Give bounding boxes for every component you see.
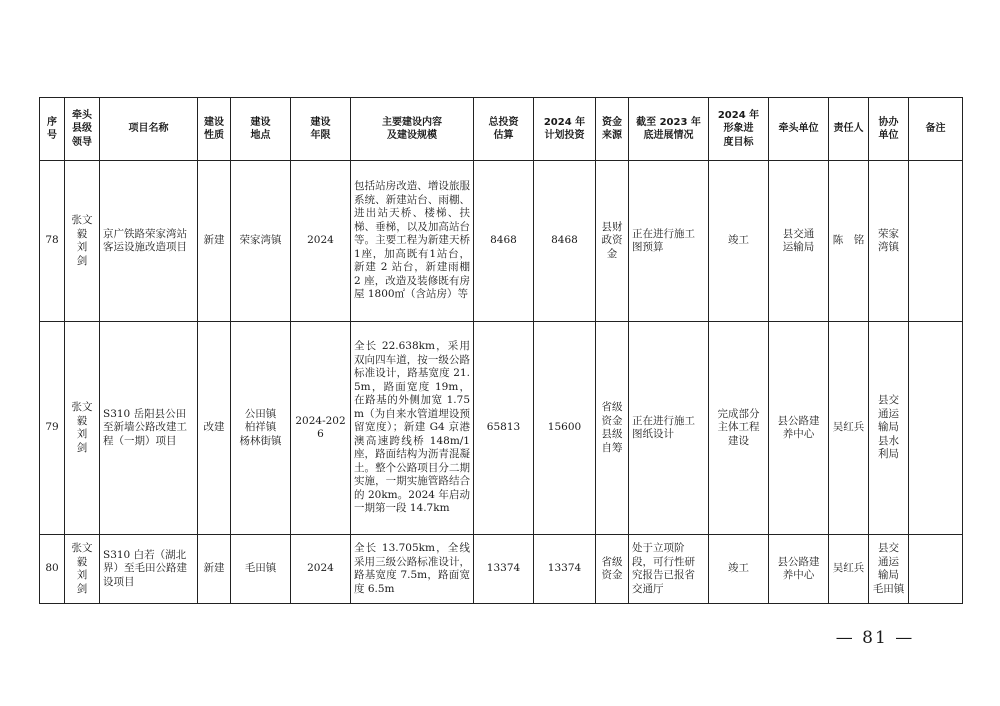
table-row [40,535,963,604]
header-remark: 备注 [909,98,963,161]
cell-person: 陈 铭 [829,161,869,322]
cell-plan-2024: 8468 [534,161,596,322]
cell-lead-unit: 县公路建 养中心 [769,322,829,535]
page-number: — 81 — [835,628,915,648]
header-progress-2023: 截至 2023 年 底进展情况 [629,98,709,161]
cell-target: 完成部分 主体工程 建设 [709,322,769,535]
header-plan-2024: 2024 年 计划投资 [534,98,596,161]
header-lead-unit: 牵头单位 [769,98,829,161]
header-content: 主要建设内容 及建设规模 [351,98,474,161]
cell-project-name: S310 白若（湖北界）至毛田公路建设项目 [100,535,198,604]
header-no: 序 号 [40,98,65,161]
cell-nature: 新建 [198,535,231,604]
cell-nature: 新建 [198,161,231,322]
cell-co-unit: 县交 通运 输局 毛田镇 [869,535,909,604]
cell-location: 毛田镇 [231,535,291,604]
cell-location: 荣家湾镇 [231,161,291,322]
cell-no: 80 [40,535,65,604]
cell-target: 竣工 [709,161,769,322]
header-total-investment: 总投资 估算 [474,98,534,161]
cell-years: 2024 [291,161,351,322]
cell-remark [909,535,963,604]
cell-leader: 张文毅 刘 剑 [65,322,100,535]
cell-lead-unit: 县公路建 养中心 [769,535,829,604]
header-person: 责任人 [829,98,869,161]
cell-fund: 省级 资金 县级 自筹 [596,322,629,535]
cell-no: 79 [40,322,65,535]
cell-years: 2024-2026 [291,322,351,535]
header-leader: 牵头 县级 领导 [65,98,100,161]
header-fund-source: 资金 来源 [596,98,629,161]
cell-remark [909,161,963,322]
cell-person: 吴红兵 [829,535,869,604]
cell-total: 13374 [474,535,534,604]
header-years: 建设 年限 [291,98,351,161]
cell-content: 全长 13.705km，全线采用三级公路标准设计，路基宽度 7.5m，路面宽度 6.5m [351,535,474,604]
cell-leader: 张文毅 刘 剑 [65,161,100,322]
cell-progress: 正在进行施工图纸设计 [629,322,709,535]
header-location: 建设 地点 [231,98,291,161]
cell-content: 全长 22.638km，采用双向四车道，按一级公路标准设计，路基宽度 21.5m，路面宽度 19m，在路基的外侧加宽 1.75m（为自来水管道埋设预留宽度）；新建 G4 京港澳高速跨线桥 148m/1 座，路面结构为沥青混凝土。整个公路项目分二期实施，一期实施管路结合的 20km。2024 年启动一期第一段 14.7km [351,322,474,535]
header-target-2024: 2024 年 形象进 度目标 [709,98,769,161]
cell-content: 包括站房改造、增设旅服系统、新建站台、雨棚、进出站天桥、楼梯、扶梯、垂梯，以及加高站台等。主要工程为新建天桥 1座，加高既有1站台，新建 2 站台，新建雨棚 2 座，改造及装修既有房屋 1800㎡（含站房）等 [351,161,474,322]
cell-progress: 处于立项阶段，可行性研究报告已报省交通厅 [629,535,709,604]
cell-total: 8468 [474,161,534,322]
cell-nature: 改建 [198,322,231,535]
cell-plan-2024: 13374 [534,535,596,604]
cell-plan-2024: 15600 [534,322,596,535]
cell-person: 吴红兵 [829,322,869,535]
cell-years: 2024 [291,535,351,604]
cell-progress: 正在进行施工图预算 [629,161,709,322]
header-row [40,98,963,161]
cell-location: 公田镇 柏祥镇 杨林街镇 [231,322,291,535]
cell-leader: 张文毅 刘 剑 [65,535,100,604]
cell-target: 竣工 [709,535,769,604]
cell-lead-unit: 县交通 运输局 [769,161,829,322]
header-nature: 建设 性质 [198,98,231,161]
project-table [39,97,963,604]
cell-co-unit: 县交 通运 输局 县水 利局 [869,322,909,535]
cell-fund: 省级 资金 [596,535,629,604]
cell-total: 65813 [474,322,534,535]
cell-no: 78 [40,161,65,322]
table-row [40,322,963,535]
cell-project-name: S310 岳阳县公田至新墙公路改建工程（一期）项目 [100,322,198,535]
header-co-unit: 协办 单位 [869,98,909,161]
cell-co-unit: 荣家 湾镇 [869,161,909,322]
cell-project-name: 京广铁路荣家湾站客运设施改造项目 [100,161,198,322]
cell-fund: 县财 政资 金 [596,161,629,322]
cell-remark [909,322,963,535]
header-project-name: 项目名称 [100,98,198,161]
table-row [40,161,963,322]
